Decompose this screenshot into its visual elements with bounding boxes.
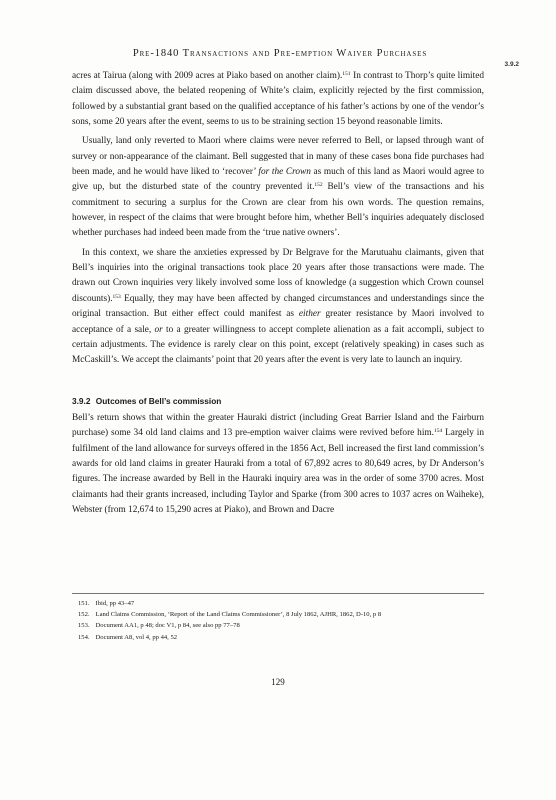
running-head: Pre-1840 Transactions and Pre-emption Waiver Purchases — [132, 48, 428, 59]
footnote-text: Land Claims Commission, ‘Report of the Land Claims Commissioner’, 8 July 1862, AJHR, 1862, D-10, p 8 — [95, 611, 382, 619]
footnote-marker: 154 — [433, 428, 443, 435]
paragraph-text: to a greater willingness to accept complete alienation as a fait accompli, subject to certain adjustments. The evidence is rarely clear on this point, except (relatively speaking) in cases such as McCaskill’s. We accept the claimants’ point that 20 years after the event is very late to launch an inquiry. — [72, 324, 484, 366]
footnote-text: Ibid, pp 43–47 — [95, 600, 135, 607]
emphasis-text: for the Crown — [258, 167, 311, 178]
footnote-item — [78, 598, 478, 609]
footnote-divider — [72, 593, 484, 594]
body-text — [72, 69, 484, 518]
paragraph-text: acres at Tairua (along with 2009 acres at Piako based on another claim). — [72, 71, 343, 81]
page-number: 129 — [271, 677, 285, 687]
paragraph-text: In contrast to Thorp’s quite limited claim discussed above, the belated reopening of White’s claim, explicitly rejected by the first commission, followed by a substantial grant based on the qualified acceptance of his father’s actions by one of the vendor’s sons, some 20 years after the event, seems to us to be straining section 15 beyond reasonable limits. — [72, 71, 484, 128]
footnote-marker: 151 — [342, 71, 351, 77]
paragraph-1 — [72, 69, 484, 130]
paragraph-text: as much of this land as Maori would agree to give up, but the disturbed state of the country prevented it. — [72, 167, 485, 193]
paragraph-4 — [72, 411, 484, 518]
section-heading-number: 3.9.2 — [72, 395, 91, 406]
paragraph-text: In this context, we share the anxieties expressed by Dr Belgrave for the Marutuahu claimants, given that Bell’s inquiries into the original transactions took place 20 years after those transactions were made. The drawn out Crown inquiries very likely involved some loss of knowledge (a suggestion which Crown counsel discounts). — [72, 247, 484, 304]
footnote-item — [78, 620, 478, 631]
paragraph-text: Usually, land only reverted to Maori where claims were never referred to Bell, or lapsed through want of survey or non-appearance of the claimant. Bell suggested that in many of these cases bona fide purchases had been made, and he would have liked to ‘recover’ — [72, 136, 484, 178]
paragraph-3 — [72, 246, 484, 369]
footnote-number: 152. — [78, 611, 90, 619]
footnote-marker: 152 — [314, 182, 323, 189]
section-reference: 3.9.2 — [504, 61, 519, 68]
paragraph-text: greater resistance by Maori involved to acceptance of a sale, — [72, 309, 484, 335]
emphasis-text: or — [154, 324, 163, 335]
paragraph-text: Equally, they may have been affected by changed circumstances and understandings since the original transaction. But either effect could manifest as — [72, 293, 484, 320]
paragraph-text: Bell’s view of the transactions and his commitment to securing a surplus for the Crown are clear from his own words. The question remains, however, in respect of the claims that were brought before him, whether Bell’s inquiries adequately disclosed whether purchases had indeed been made from the ‘true native owners’. — [72, 182, 484, 239]
section-heading-title: Outcomes of Bell’s commission — [95, 395, 222, 406]
footnote-text: Document A8, vol 4, pp 44, 52 — [95, 633, 178, 641]
paragraph-text: Largely in fulfilment of the land allowance for surveys offered in the 1856 Act, Bell increased the first land commission’s awards for old land claims in greater Hauraki from a total of 67,892 acres to 80,649 acres, by Dr Anderson’s figures. The increase awarded by Bell in the Hauraki inquiry area was in the order of some 3700 acres. Most claimants had their grants increased, including Taylor and Sparke (from 300 acres to 1037 acres on Waiheke), Webster (from 12,674 to 15,290 acres at Piako), and Brown and Dacre — [72, 428, 485, 515]
section-heading — [72, 394, 484, 409]
emphasis-text: either — [298, 309, 321, 320]
footnote-marker: 153 — [112, 293, 121, 300]
paragraph-2 — [72, 134, 484, 241]
footnote-number: 153. — [78, 622, 90, 630]
footnote-number: 151. — [78, 600, 90, 607]
footnote-item — [78, 609, 478, 620]
paragraph-text: Bell’s return shows that within the greater Hauraki district (including Great Barrier Island and the Fairburn purchase) some 34 old land claims and 13 pre-emption waiver claims were revived before him. — [72, 412, 484, 439]
footnote-item — [78, 632, 478, 643]
footnote-text: Document AA1, p 48; doc V1, p 84, see also pp 77–78 — [95, 622, 240, 630]
footnote-number: 154. — [78, 633, 90, 641]
footnotes — [78, 598, 478, 643]
